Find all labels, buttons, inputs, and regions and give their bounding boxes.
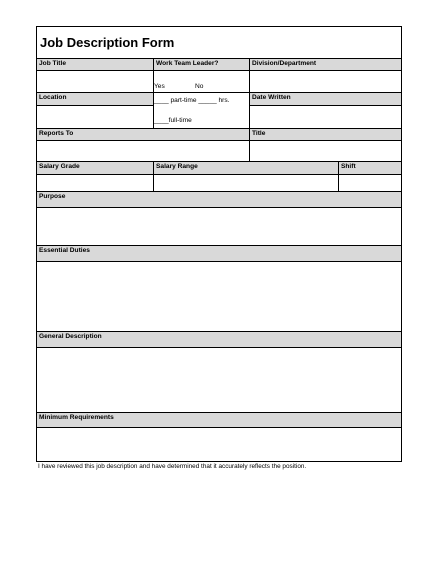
salary-grade-header <box>36 161 154 175</box>
work-team-leader-label: Work Team Leader? <box>156 60 219 67</box>
shift-label: Shift <box>341 163 356 170</box>
essential-duties-header <box>36 245 402 262</box>
essential-duties-field[interactable] <box>36 261 402 332</box>
no-option[interactable]: No <box>195 83 204 90</box>
date-written-header <box>249 92 402 106</box>
yes-option[interactable]: Yes <box>154 83 165 90</box>
purpose-field[interactable] <box>36 207 402 246</box>
salary-range-field[interactable] <box>153 174 339 192</box>
title-field[interactable] <box>249 140 402 162</box>
salary-range-label: Salary Range <box>156 163 198 170</box>
part-time-option[interactable]: ____ part-time _____ hrs. <box>154 97 230 104</box>
minimum-requirements-field[interactable] <box>36 427 402 462</box>
division-department-field[interactable] <box>249 70 402 93</box>
title-label: Title <box>252 130 266 137</box>
job-title-label: Job Title <box>39 60 66 67</box>
form-title-box <box>36 26 402 59</box>
essential-duties-label: Essential Duties <box>39 247 90 254</box>
job-title-field[interactable] <box>36 70 154 93</box>
date-written-label: Date Written <box>252 94 291 101</box>
salary-grade-field[interactable] <box>36 174 154 192</box>
location-header <box>36 92 154 106</box>
purpose-header <box>36 191 402 208</box>
shift-header <box>338 161 402 175</box>
employment-type-field <box>153 92 250 129</box>
salary-grade-label: Salary Grade <box>39 163 80 170</box>
general-description-field[interactable] <box>36 347 402 413</box>
reports-to-label: Reports To <box>39 130 74 137</box>
division-department-label: Division/Department <box>252 60 317 67</box>
minimum-requirements-label: Minimum Requirements <box>39 414 114 421</box>
form-title: Job Description Form <box>40 35 175 50</box>
full-time-option[interactable]: ____full-time <box>154 117 192 124</box>
general-description-label: General Description <box>39 333 102 340</box>
review-statement: I have reviewed this job description and have determined that it accurately reflects the position. <box>38 463 307 470</box>
minimum-requirements-header <box>36 412 402 428</box>
work-team-leader-field <box>153 70 250 93</box>
salary-range-header <box>153 161 339 175</box>
reports-to-field[interactable] <box>36 140 250 162</box>
job-description-form <box>36 26 402 462</box>
location-label: Location <box>39 94 67 101</box>
shift-field[interactable] <box>338 174 402 192</box>
location-field[interactable] <box>36 105 154 129</box>
date-written-field[interactable] <box>249 105 402 129</box>
general-description-header <box>36 331 402 348</box>
purpose-label: Purpose <box>39 193 66 200</box>
